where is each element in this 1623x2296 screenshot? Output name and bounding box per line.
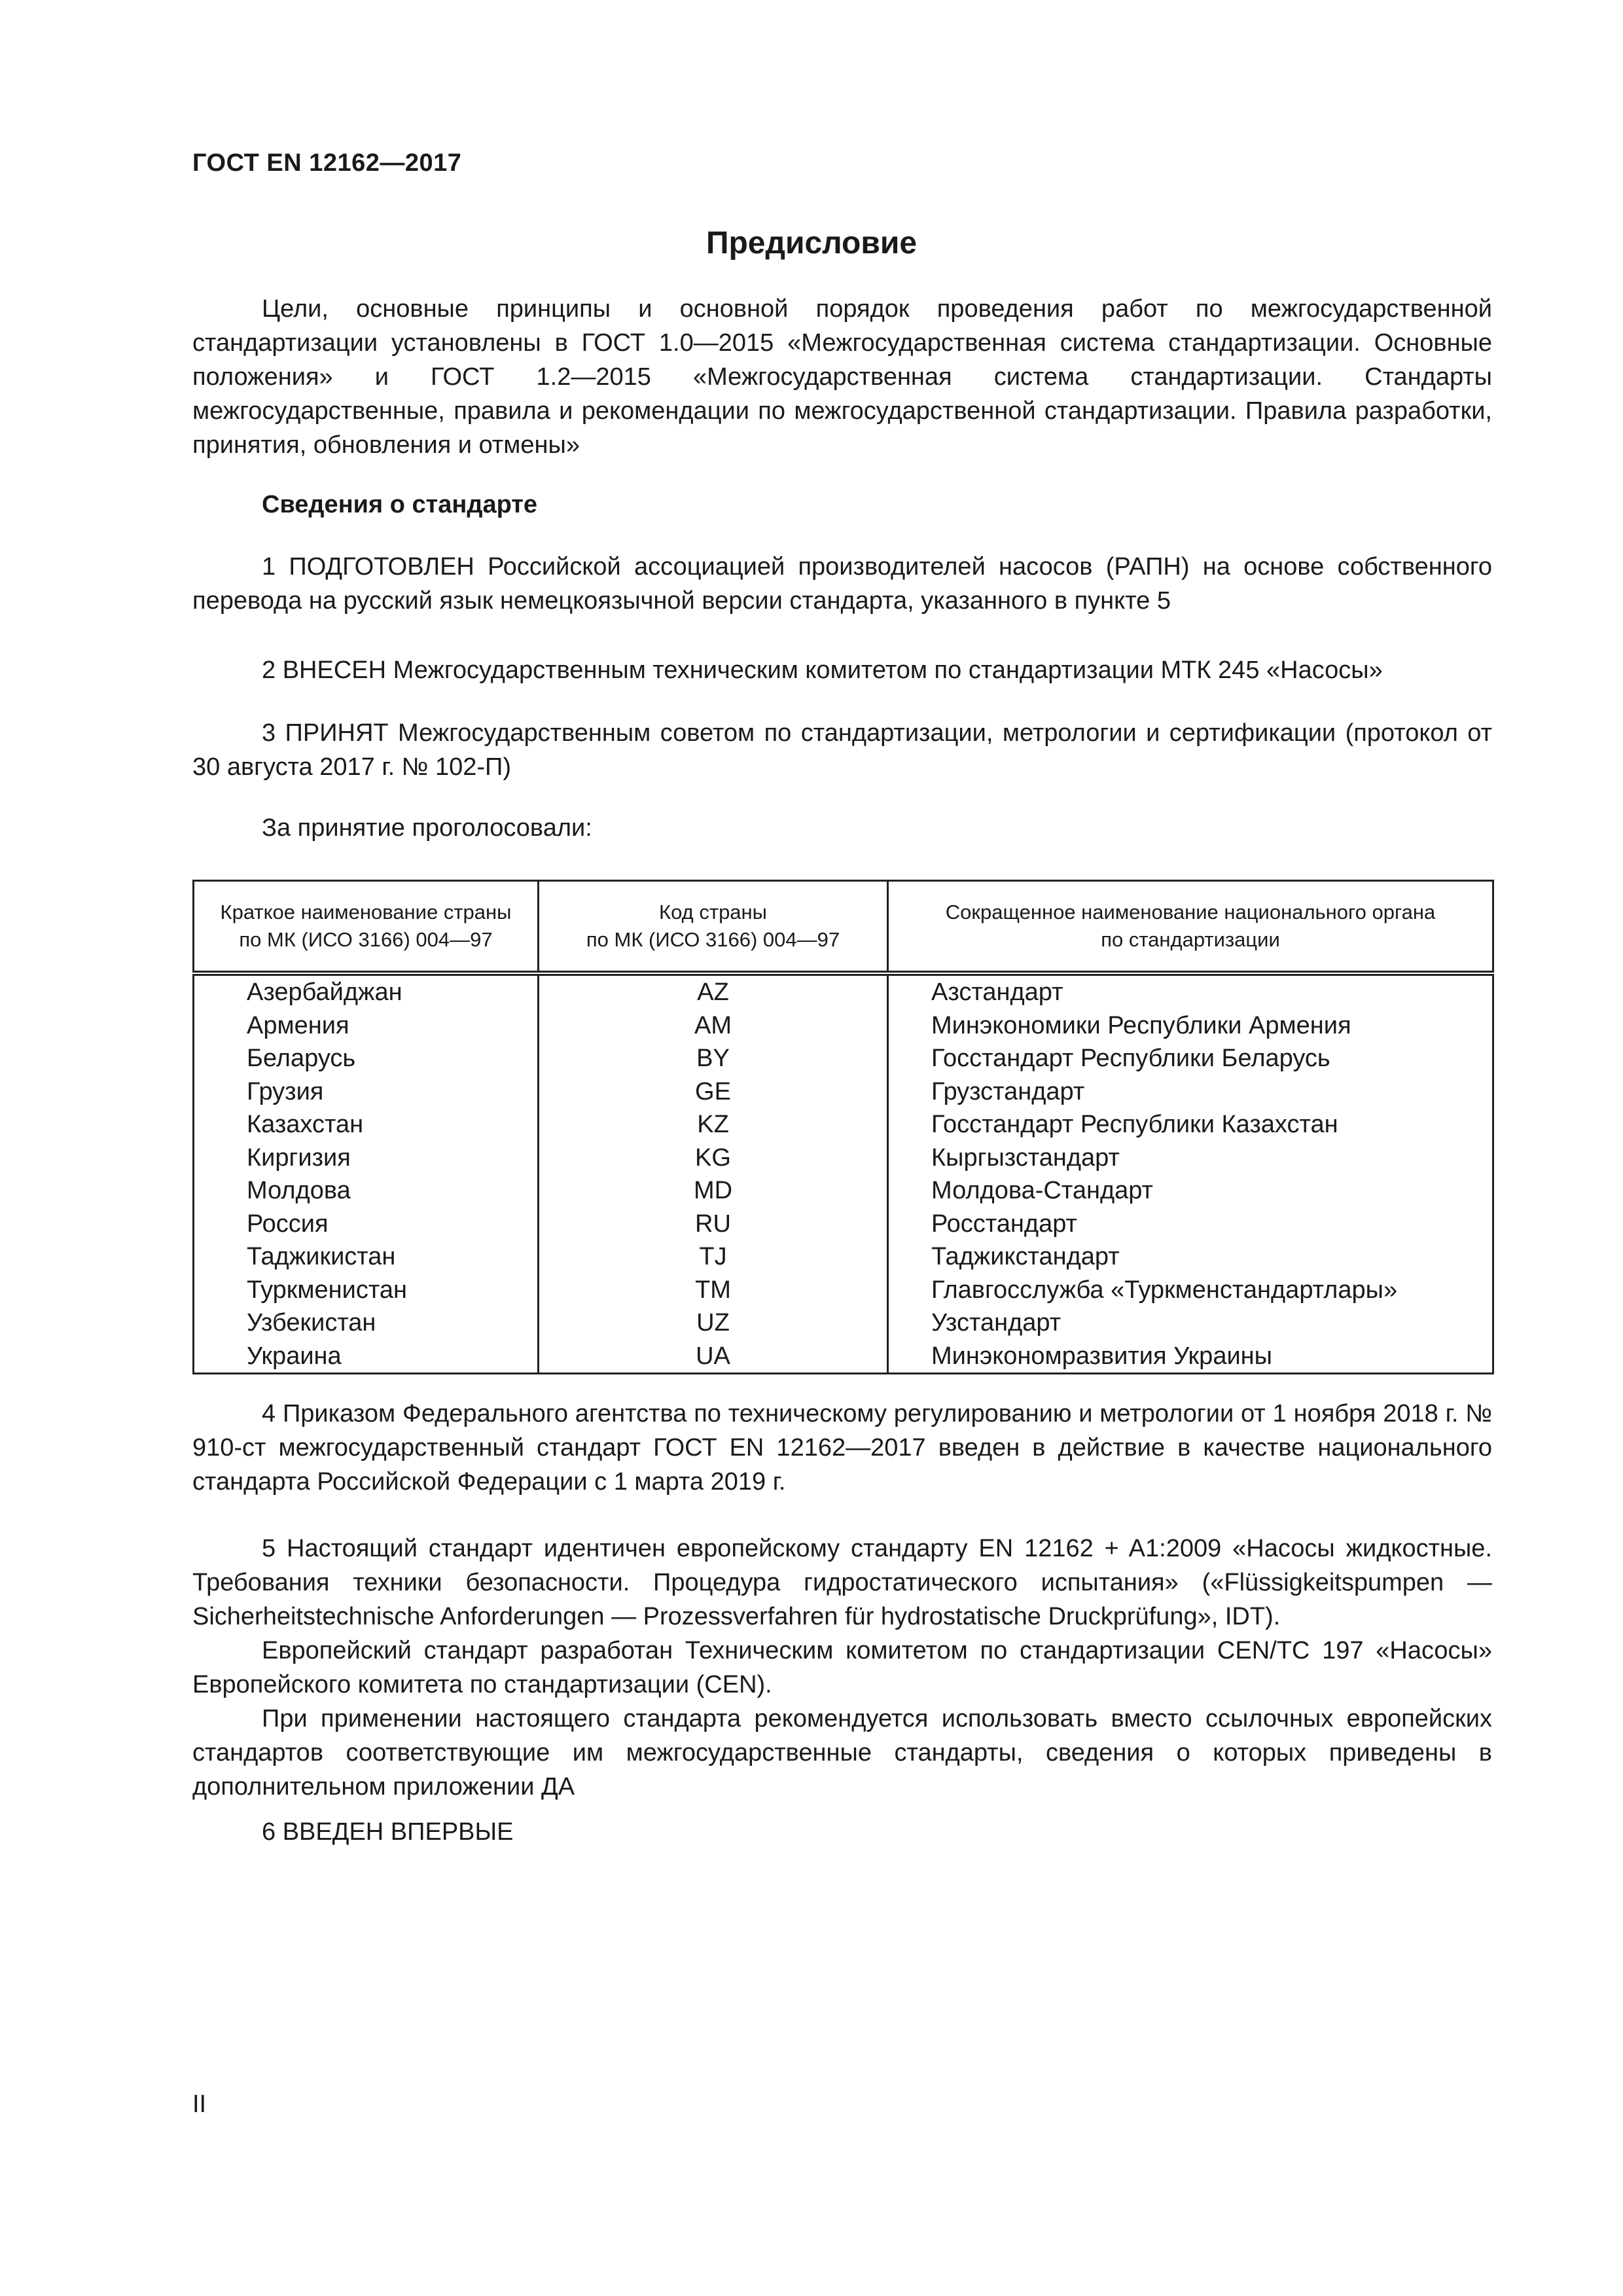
cell-body: Росстандарт xyxy=(888,1208,1493,1241)
cell-code: KZ xyxy=(539,1108,888,1141)
cell-code: UZ xyxy=(539,1306,888,1340)
cell-code: TM xyxy=(539,1274,888,1307)
cell-body: Минэкономики Республики Армения xyxy=(888,1009,1493,1043)
table-row xyxy=(194,1009,1493,1043)
intro-text: Цели, основные принципы и основной порядок проведения работ по межгосударственной стандартизации установлены в ГОСТ 1.0—2015 «Межгосударственная система стандартизации. Основные положения» и ГОСТ 1.2—2015 «Межгосударственная система стандартизации. Стандарты межгосударственные, правила и рекомендации по межгосударственной стандартизации. Правила разработки, принятия, обновления и отмены» xyxy=(192,295,1492,459)
cell-country: Украина xyxy=(194,1340,539,1374)
cell-country: Таджикистан xyxy=(194,1240,539,1274)
cell-body: Молдова-Стандарт xyxy=(888,1174,1493,1208)
cell-country: Беларусь xyxy=(194,1042,539,1075)
table-row xyxy=(194,1141,1493,1175)
page-title: Предисловие xyxy=(705,226,918,260)
cell-body: Кыргызстандарт xyxy=(888,1141,1493,1175)
item-5b-text: Европейский стандарт разработан Техническим комитетом по стандартизации CEN/TC 197 «Насосы» Европейского комитета по стандартизации (CEN). xyxy=(192,1637,1492,1698)
table-row xyxy=(194,1174,1493,1208)
table-header-row xyxy=(194,881,1493,974)
document-header: ГОСТ EN 12162—2017 xyxy=(192,149,462,177)
cell-code: KG xyxy=(539,1141,888,1175)
header-code: Код страны по МК (ИСО 3166) 004—97 xyxy=(539,881,888,974)
table-row xyxy=(194,1274,1493,1307)
cell-body: Азстандарт xyxy=(888,973,1493,1009)
voting-table xyxy=(192,880,1494,1374)
cell-code: RU xyxy=(539,1208,888,1241)
cell-body: Узстандарт xyxy=(888,1306,1493,1340)
cell-code: MD xyxy=(539,1174,888,1208)
cell-country: Узбекистан xyxy=(194,1306,539,1340)
table-row xyxy=(194,1108,1493,1141)
table-row xyxy=(194,973,1493,1009)
cell-body: Минэкономразвития Украины xyxy=(888,1340,1493,1374)
cell-code: AZ xyxy=(539,973,888,1009)
cell-code: TJ xyxy=(539,1240,888,1274)
table-row xyxy=(194,1306,1493,1340)
item-2 xyxy=(192,653,1492,687)
header-body: Сокращенное наименование национального органа по стандартизации xyxy=(888,881,1493,974)
item-6: 6 ВВЕДЕН ВПЕРВЫЕ xyxy=(262,1818,514,1846)
page-number: II xyxy=(192,2090,207,2118)
cell-country: Туркменистан xyxy=(194,1274,539,1307)
item-2-text: 2 ВНЕСЕН Межгосударственным техническим комитетом по стандартизации МТК 245 «Насосы» xyxy=(262,656,1383,684)
cell-body: Главгосслужба «Туркменстандартлары» xyxy=(888,1274,1493,1307)
table-row xyxy=(194,1075,1493,1109)
cell-country: Грузия xyxy=(194,1075,539,1109)
vote-label: За принятие проголосовали: xyxy=(262,814,592,842)
cell-code: UA xyxy=(539,1340,888,1374)
item-4 xyxy=(192,1397,1492,1499)
table-row xyxy=(194,1240,1493,1274)
cell-code: GE xyxy=(539,1075,888,1109)
cell-country: Киргизия xyxy=(194,1141,539,1175)
cell-body: Грузстандарт xyxy=(888,1075,1493,1109)
cell-code: BY xyxy=(539,1042,888,1075)
item-5 xyxy=(192,1532,1492,1804)
item-3 xyxy=(192,716,1492,784)
cell-country: Молдова xyxy=(194,1174,539,1208)
item-3-text: 3 ПРИНЯТ Межгосударственным советом по стандартизации, метрологии и сертификации (протокол от 30 августа 2017 г. № 102-П) xyxy=(192,719,1492,781)
item-1 xyxy=(192,550,1492,618)
cell-body: Таджикстандарт xyxy=(888,1240,1493,1274)
info-heading: Сведения о стандарте xyxy=(262,491,538,518)
table-row xyxy=(194,1340,1493,1374)
cell-country: Азербайджан xyxy=(194,973,539,1009)
item-5c-text: При применении настоящего стандарта рекомендуется использовать вместо ссылочных европейских стандартов соответствующие им межгосударственные стандарты, сведения о которых приведены в дополнительном приложении ДА xyxy=(192,1705,1492,1801)
table-row xyxy=(194,1208,1493,1241)
cell-country: Армения xyxy=(194,1009,539,1043)
intro-paragraph xyxy=(192,292,1492,462)
cell-country: Россия xyxy=(194,1208,539,1241)
cell-code: AM xyxy=(539,1009,888,1043)
table-row xyxy=(194,1042,1493,1075)
header-country: Краткое наименование страны по МК (ИСО 3166) 004—97 xyxy=(194,881,539,974)
item-4-text: 4 Приказом Федерального агентства по техническому регулированию и метрологии от 1 ноября 2018 г. № 910-ст межгосударственный стандарт ГОСТ EN 12162—2017 введен в действие в качестве национального стандарта Российской Федерации с 1 марта 2019 г. xyxy=(192,1400,1492,1496)
cell-country: Казахстан xyxy=(194,1108,539,1141)
item-1-text: 1 ПОДГОТОВЛЕН Российской ассоциацией производителей насосов (РАПН) на основе собственного перевода на русский язык немецкоязычной версии стандарта, указанного в пункте 5 xyxy=(192,553,1492,615)
item-5a-text: 5 Настоящий стандарт идентичен европейскому стандарту EN 12162 + A1:2009 «Насосы жидкостные. Требования техники безопасности. Процедура гидростатического испытания» («Flüssigkeitspumpen — Sicherheitstechnische Anforderungen — Prozessverfahren für hydrostatische Druckprüfung», IDT). xyxy=(192,1535,1492,1630)
cell-body: Госстандарт Республики Беларусь xyxy=(888,1042,1493,1075)
cell-body: Госстандарт Республики Казахстан xyxy=(888,1108,1493,1141)
